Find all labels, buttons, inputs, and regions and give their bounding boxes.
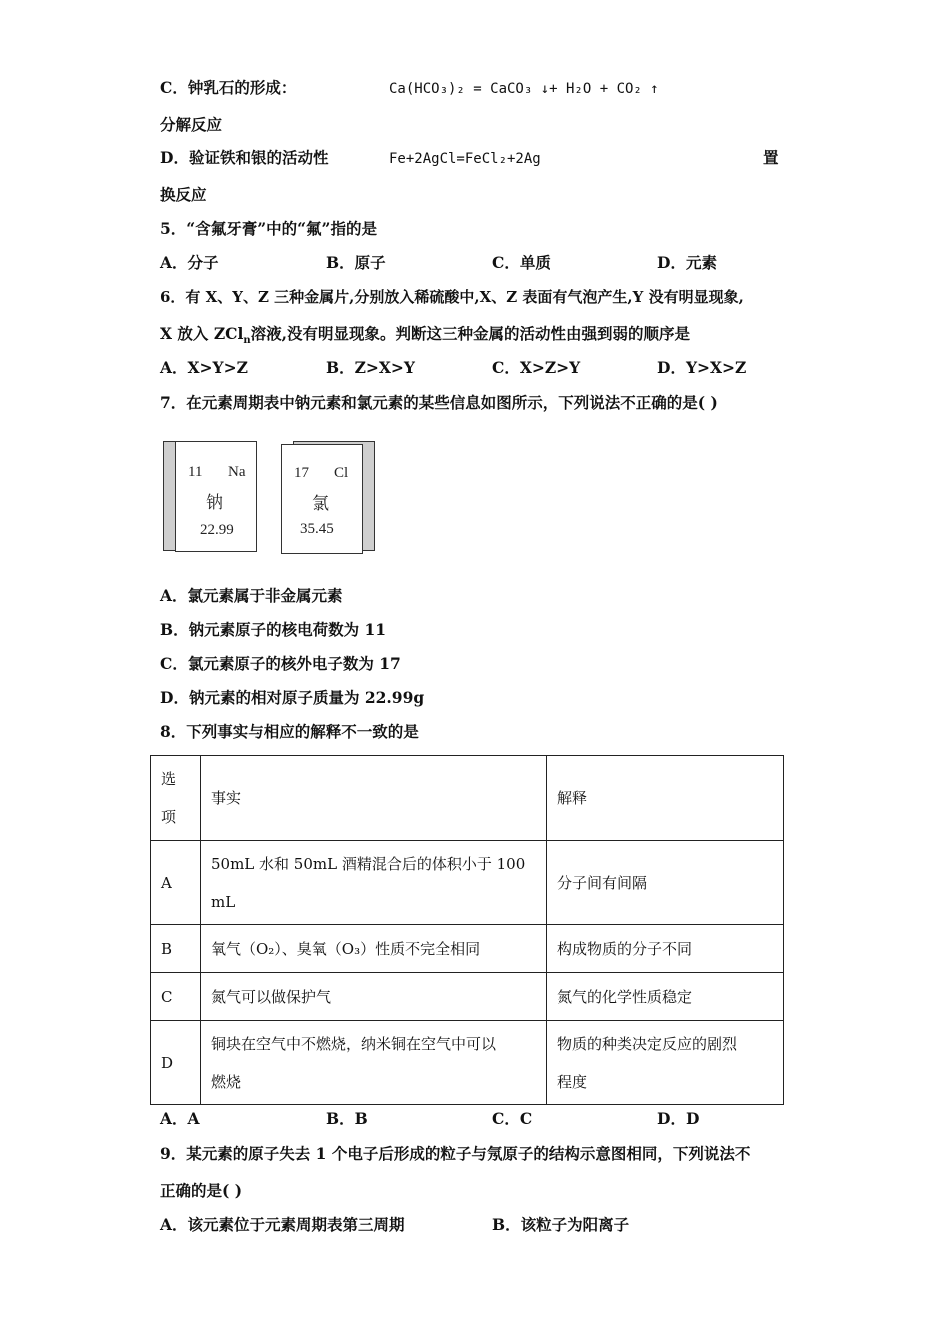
chlorine-symbol: Cl: [334, 465, 349, 481]
table-row: [151, 973, 784, 1021]
row-a-fact-line1: 50mL 水和 50mL 酒精混合后的体积小于 100: [211, 854, 526, 873]
q4-option-c-equation: Ca(HCO₃)₂ = CaCO₃ ↓+ H₂O + CO₂ ↑: [389, 81, 659, 97]
sodium-atomic-mass: 22.99: [200, 522, 234, 538]
q5-option-b: B．原子: [326, 253, 386, 272]
q7-stem: 7．在元素周期表中钠元素和氯元素的某些信息如图所示，下列说法不正确的是( ): [160, 393, 718, 412]
q9-stem-line1: 9．某元素的原子失去 1 个电子后形成的粒子与氖原子的结构示意图相同，下列说法不: [160, 1144, 751, 1163]
q8-option-a: A．A: [160, 1109, 200, 1128]
row-d-explanation-line2: 程度: [557, 1072, 588, 1091]
row-c-fact: 氮气可以做保护气: [201, 973, 547, 1021]
sodium-symbol: Na: [228, 464, 246, 480]
row-d-option: D: [151, 1021, 201, 1105]
row-d-explanation: [547, 1021, 784, 1105]
q6-stem-line2-b: 溶液,没有明显现象。判断这三种金属的活动性由强到弱的顺序是: [250, 324, 691, 343]
q4-option-d-label: D．验证铁和银的活动性: [160, 148, 329, 167]
row-a-fact: [201, 841, 547, 925]
q7-option-d: D．钠元素的相对原子质量为 22.99g: [160, 688, 425, 707]
q6-stem-line2-a: X 放入 ZCl: [160, 324, 244, 343]
chlorine-atomic-mass: 35.45: [300, 521, 334, 537]
row-a-fact-line2: mL: [211, 892, 236, 911]
table-row: [151, 925, 784, 973]
q6-option-d: D．Y>X>Z: [657, 358, 747, 377]
header-explanation: 解释: [547, 756, 784, 841]
q5-option-a: A．分子: [160, 253, 219, 272]
sodium-atomic-number: 11: [188, 464, 203, 480]
row-a-option: A: [151, 841, 201, 925]
q6-option-b: B．Z>X>Y: [326, 358, 415, 377]
q5-option-c: C．单质: [492, 253, 551, 272]
q8-option-b: B．B: [326, 1109, 368, 1128]
table-row: [151, 1021, 784, 1105]
q8-table: [150, 755, 784, 1105]
header-option-line2: 项: [161, 808, 177, 826]
row-b-fact: 氧气（O₂）、臭氧（O₃）性质不完全相同: [201, 925, 547, 973]
q6-stem-line1: 6．有 X、Y、Z 三种金属片,分别放入稀硫酸中,X、Z 表面有气泡产生,Y 没有明显现象,: [160, 288, 744, 306]
element-tile-sodium: [163, 441, 259, 555]
q7-option-a: A．氯元素属于非金属元素: [160, 586, 343, 605]
header-option: [151, 756, 201, 841]
q4-option-d-type-part1: 置: [763, 148, 779, 167]
q9-option-b: B．该粒子为阳离子: [492, 1215, 630, 1234]
element-tile-chlorine: [281, 441, 377, 555]
q8-stem: 8．下列事实与相应的解释不一致的是: [160, 722, 419, 741]
row-b-explanation: 构成物质的分子不同: [547, 925, 784, 973]
row-c-option: C: [151, 973, 201, 1021]
sodium-name: 钠: [206, 493, 223, 512]
row-c-explanation: 氮气的化学性质稳定: [547, 973, 784, 1021]
table-header-row: [151, 756, 784, 841]
table-row: [151, 841, 784, 925]
chlorine-name: 氯: [312, 494, 329, 513]
row-d-fact: [201, 1021, 547, 1105]
chlorine-atomic-number: 17: [294, 465, 309, 481]
q6-stem-line2-sub: n: [243, 335, 251, 347]
q9-option-a: A．该元素位于元素周期表第三周期: [160, 1215, 405, 1234]
q5-option-d: D．元素: [657, 253, 717, 272]
q9-stem-line2: 正确的是( ): [160, 1181, 243, 1200]
header-option-line1: 选: [161, 770, 177, 788]
q4-option-c-type: 分解反应: [160, 115, 223, 134]
q4-option-c-label: C．钟乳石的形成：: [160, 78, 297, 97]
q8-option-c: C．C: [492, 1109, 533, 1128]
row-a-explanation: 分子间有间隔: [547, 841, 784, 925]
row-d-explanation-line1: 物质的种类决定反应的剧烈: [557, 1034, 738, 1053]
q7-option-b: B．钠元素原子的核电荷数为 11: [160, 620, 387, 639]
q8-option-d: D．D: [657, 1109, 700, 1128]
q6-option-c: C．X>Z>Y: [492, 358, 581, 377]
q4-option-d-equation: Fe+2AgCl=FeCl₂+2Ag: [389, 151, 541, 167]
row-d-fact-line2: 燃烧: [211, 1072, 242, 1091]
header-fact: 事实: [201, 756, 547, 841]
q7-option-c: C．氯元素原子的核外电子数为 17: [160, 654, 401, 673]
row-d-fact-line1: 铜块在空气中不燃烧，纳米铜在空气中可以: [211, 1034, 497, 1053]
q5-stem: 5．“含氟牙膏”中的“氟”指的是: [160, 219, 377, 238]
row-b-option: B: [151, 925, 201, 973]
q6-stem-line2: [160, 324, 690, 351]
q6-option-a: A．X>Y>Z: [160, 358, 248, 377]
q4-option-d-type-part2: 换反应: [160, 185, 207, 204]
